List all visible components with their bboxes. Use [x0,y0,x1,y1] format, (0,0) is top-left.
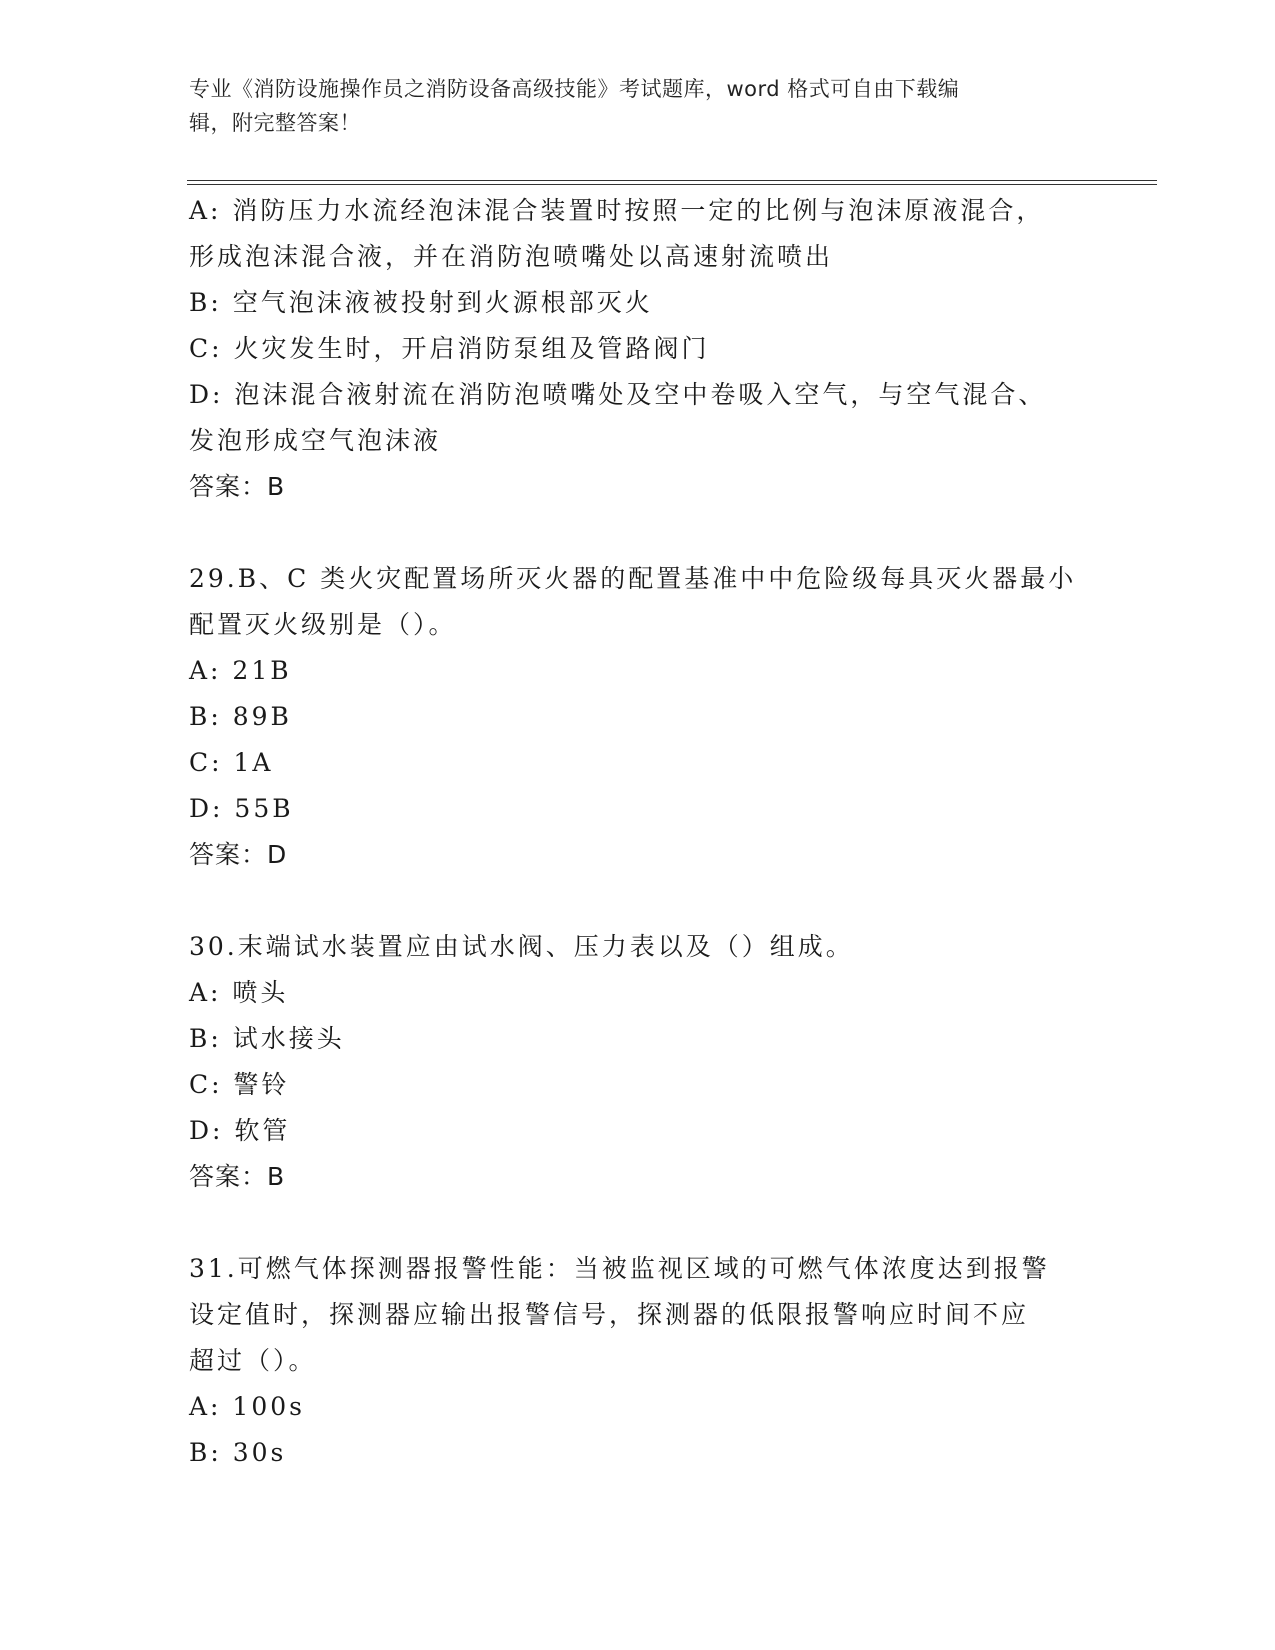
option-b: B: 空气泡沫液被投射到火源根部灭火 [189,288,653,317]
question-text-line-1: 30.末端试水装置应由试水阀、压力表以及（）组成。 [189,932,854,961]
option-c: C: 1A [189,748,274,777]
header-divider-top [187,180,1157,181]
option-b: B: 30s [189,1438,287,1467]
option-b: B: 试水接头 [189,1024,345,1053]
option-a: A: 100s [189,1392,305,1421]
option-c: C: 火灾发生时，开启消防泵组及管路阀门 [189,334,710,363]
option-a-line-2: 形成泡沫混合液，并在消防泡喷嘴处以高速射流喷出 [189,242,834,271]
header-line-1: 专业《消防设施操作员之消防设备高级技能》考试题库，word 格式可自由下载编 [189,77,960,101]
option-a: A: 21B [189,656,292,685]
question-text-line-3: 超过（）。 [189,1346,317,1375]
question-text-line-2: 设定值时，探测器应输出报警信号，探测器的低限报警响应时间不应 [189,1300,1030,1329]
option-d: D: 55B [189,794,294,823]
header-divider-bottom [187,184,1157,185]
answer: 答案：B [189,1162,286,1191]
option-a: A: 喷头 [189,978,289,1007]
question-list [189,188,1089,1476]
question-28-continued [189,188,1089,510]
document-header [189,72,1089,140]
question-31 [189,1246,1089,1476]
option-d-line-2: 发泡形成空气泡沫液 [189,426,442,455]
option-d-line-1: D: 泡沫混合液射流在消防泡喷嘴处及空中卷吸入空气，与空气混合、 [189,380,1047,409]
question-text-line-2: 配置灭火级别是（）。 [189,610,457,639]
option-c: C: 警铃 [189,1070,290,1099]
question-30 [189,924,1089,1200]
answer: 答案：B [189,472,286,501]
option-a-line-1: A: 消防压力水流经泡沫混合装置时按照一定的比例与泡沫原液混合， [189,196,1045,225]
header-line-2: 辑，附完整答案！ [189,111,361,135]
question-text-line-1: 29.B、C 类火灾配置场所灭火器的配置基准中中危险级每具灭火器最小 [189,564,1077,593]
answer: 答案：D [189,840,288,869]
option-d: D: 软管 [189,1116,291,1145]
question-29 [189,556,1089,878]
option-b: B: 89B [189,702,292,731]
question-text-line-1: 31.可燃气体探测器报警性能：当被监视区域的可燃气体浓度达到报警 [189,1254,1050,1283]
